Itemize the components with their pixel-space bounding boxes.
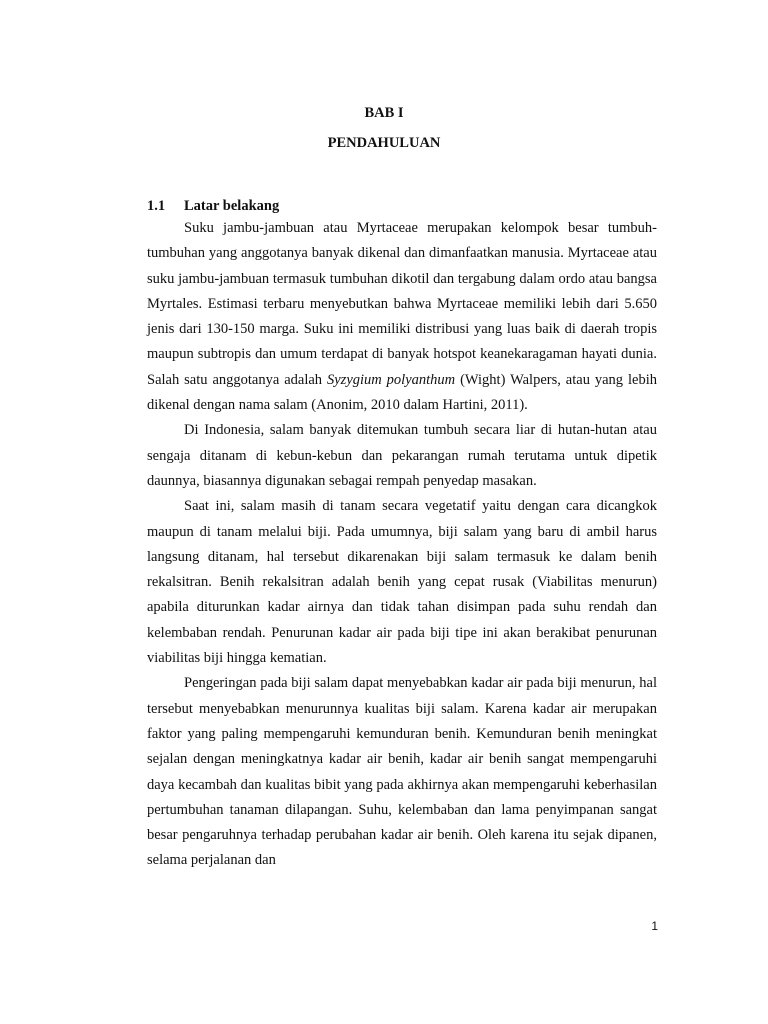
section-number: 1.1 <box>147 198 166 214</box>
section-title: Latar belakang <box>184 198 280 214</box>
chapter-number: BAB I <box>364 105 404 121</box>
species-name: Syzygium polyanthum <box>326 371 456 388</box>
paragraph-2: Di Indonesia, salam banyak ditemukan tumbuh secara liar di hutan-hutan atau sengaja ditanam di kebun-kebun dan pekarangan rumah terutama untuk dipetik daunnya, biasannya digunakan sebagai rempah penyedap masakan. <box>147 422 657 489</box>
chapter-title: PENDAHULUAN <box>327 135 441 151</box>
paragraph-1-text: Suku jambu-jambuan atau Myrtaceae merupakan kelompok besar tumbuh-tumbuhan yang anggotanya banyak dikenal dan dimanfaatkan manusia. Myrtaceae atau suku jambu-jambuan termasuk tumbuhan dikotil dan tergabung dalam ordo atau bangsa Myrtales. Estimasi terbaru menyebutkan bahwa Myrtaceae memiliki lebih dari 5.650 jenis dari 130-150 marga. Suku ini memiliki distribusi yang luas baik di daerah tropis maupun subtropis dan umum terdapat di banyak hotspot keanekaragaman hayati dunia. Salah satu anggotanya adalah <box>147 220 657 388</box>
page-number: 1 <box>651 919 658 933</box>
paragraph-4: Pengeringan pada biji salam dapat menyebabkan kadar air pada biji menurun, hal tersebut menyebabkan menurunnya kualitas biji salam. Karena kadar air merupakan faktor yang paling mempengaruhi kemunduran benih. Kemunduran benih meningkat sejalan dengan meningkatnya kadar air benih, kadar air benih sangat mempengaruhi daya kecambah dan kualitas bibit yang pada akhirnya akan mempengaruhi keberhasilan pertumbuhan tanaman dilapangan. Suhu, kelembaban dan lama penyimpanan sangat besar pengaruhnya terhadap perubahan kadar air benih. Oleh karena itu sejak dipanen, selama perjalanan dan <box>147 675 657 869</box>
body-text <box>147 216 657 874</box>
paragraph-1 <box>147 216 657 418</box>
paragraph-1-text-end: (Wight) Walpers, atau yang lebih dikenal dengan nama salam (Anonim, 2010 dalam Hartini, 2011). <box>147 371 657 414</box>
section-heading <box>147 197 279 215</box>
paragraph-3: Saat ini, salam masih di tanam secara vegetatif yaitu dengan cara dicangkok maupun di tanam melalui biji. Pada umumnya, biji salam yang baru di ambil harus langsung ditanam, hal tersebut dikarenakan biji salam termasuk ke dalam benih rekalsitran. Benih rekalsitran adalah benih yang cepat rusak (Viabilitas menurun) apabila diturunkan kadar airnya dan tidak tahan disimpan pada suhu rendah dan kelembaban rendah. Penurunan kadar air pada biji tipe ini akan berakibat penurunan viabilitas biji hingga kematian. <box>147 498 657 667</box>
